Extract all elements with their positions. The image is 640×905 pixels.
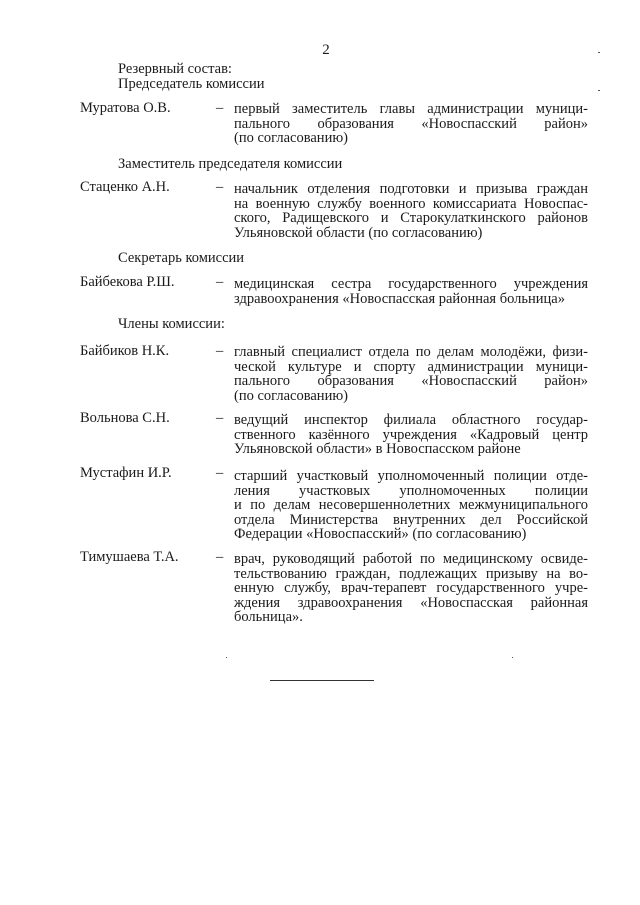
position-line: и по делам несовершеннолетних межмуниципального [234, 497, 588, 514]
entry-dash: – [216, 410, 224, 426]
position-line: на военную службу военного комиссариата Новоспас- [234, 195, 588, 212]
member-name: Тимушаева Т.А. [80, 549, 179, 565]
member-position [234, 413, 588, 457]
position-line: отдела Министерства внутренних дел Российской [234, 511, 588, 528]
position-line: тельствованию граждан, подлежащих призыву на во- [234, 565, 588, 582]
position-line: ждения здравоохранения «Новоспасская районная [234, 594, 588, 611]
deputy-chairman-heading: Заместитель председателя комиссии [118, 156, 343, 172]
position-line: ческой культуре и спорту администрации муници- [234, 358, 588, 375]
position-line: врач, руководящий работой по медицинскому освиде- [234, 551, 588, 567]
entry-dash: – [216, 100, 224, 116]
member-name: Стаценко А.Н. [80, 179, 170, 195]
entry-dash: – [216, 179, 224, 195]
position-line: (по согласованию) [234, 130, 348, 147]
scan-mark [598, 90, 600, 91]
chairman-heading: Председатель комиссии [118, 76, 265, 92]
member-name: Вольнова С.Н. [80, 410, 170, 426]
entry-dash: – [216, 343, 224, 359]
position-line: медицинская сестра государственного учреждения [234, 276, 588, 292]
position-line: ского, Радищевского и Старокулаткинского районов [234, 210, 588, 227]
entry-dash: – [216, 465, 224, 481]
position-line: первый заместитель главы администрации муници- [234, 101, 588, 117]
member-name: Байбекова Р.Ш. [80, 274, 175, 290]
position-line: пального образования «Новоспасский район» [234, 373, 588, 390]
scan-mark [598, 52, 600, 53]
scan-mark [512, 657, 513, 658]
member-name: Муратова О.В. [80, 100, 171, 116]
position-line: начальник отделения подготовки и призыва граждан [234, 181, 588, 197]
member-position [234, 182, 588, 240]
position-line: здравоохранения «Новоспасская районная больница» [234, 290, 565, 307]
entry-dash: – [216, 274, 224, 290]
member-position [234, 552, 588, 625]
position-line: Ульяновской области (по согласованию) [234, 224, 483, 241]
position-line: (по согласованию) [234, 387, 348, 404]
reserve-composition-heading: Резервный состав: [118, 61, 232, 77]
member-position [234, 345, 588, 403]
position-line: старший участковый уполномоченный полиции отде- [234, 468, 588, 484]
position-line: енную службу, врач-терапевт государственного учре- [234, 580, 588, 597]
position-line: ственного казённого учреждения «Кадровый центр [234, 426, 588, 443]
member-position [234, 102, 588, 146]
page-number: 2 [322, 42, 330, 58]
member-position [234, 277, 588, 306]
scan-mark [226, 657, 227, 658]
position-line: ведущий инспектор филиала областного государ- [234, 412, 588, 428]
member-name: Байбиков Н.К. [80, 343, 170, 359]
position-line: Федерации «Новоспасский» (по согласованию) [234, 526, 527, 543]
closing-rule [270, 680, 374, 681]
position-line: больница». [234, 609, 303, 626]
secretary-heading: Секретарь комиссии [118, 250, 245, 266]
members-heading: Члены комиссии: [118, 316, 225, 332]
position-line: Ульяновской области» в Новоспасском районе [234, 441, 521, 458]
position-line: главный специалист отдела по делам молодёжи, физи- [234, 344, 588, 360]
position-line: ления участковых уполномоченных полиции [234, 482, 588, 499]
member-name: Мустафин И.Р. [80, 465, 172, 481]
position-line: пального образования «Новоспасский район» [234, 115, 588, 132]
member-position [234, 469, 588, 542]
entry-dash: – [216, 549, 224, 565]
